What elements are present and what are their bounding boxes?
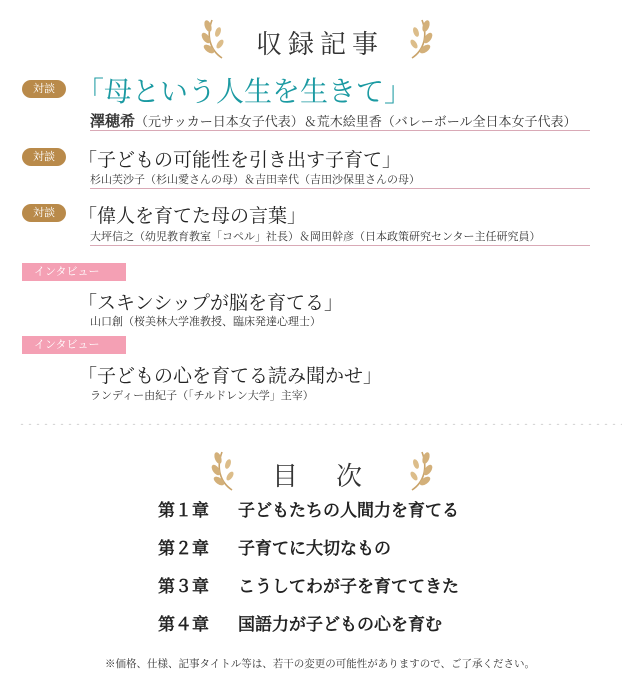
- divider-line: [90, 188, 590, 189]
- toc-chapter-number: 第３章: [158, 577, 209, 597]
- badge-taidan: 対談: [22, 80, 66, 98]
- article-subtitle: 大坪信之（幼児教育教室「コペル」社長）＆岡田幹彦（日本政策研究センター主任研究員）: [90, 230, 541, 243]
- article-title: 「母という人生を生きて」: [76, 75, 413, 108]
- toc-chapter-number: 第４章: [158, 615, 209, 635]
- article-title: 「スキンシップが脳を育てる」: [78, 292, 343, 314]
- badge-interview: インタビュー: [22, 263, 126, 281]
- article-title: 「子どもの心を育てる読み聞かせ」: [78, 365, 383, 387]
- toc-row: [158, 534, 391, 559]
- footnote: ※価格、仕様、記事タイトル等は、若干の変更の可能性がありますので、ご了承ください。: [104, 658, 536, 670]
- toc-row: [158, 572, 459, 597]
- toc-chapter-title: 子どもたちの人間力を育てる: [238, 501, 459, 521]
- toc-row: [158, 496, 459, 521]
- toc-chapter-title: こうしてわが子を育ててきた: [238, 577, 459, 597]
- laurel-right-icon: [406, 446, 434, 492]
- article-subtitle-rest: （元サッカー日本女子代表）＆荒木絵里香（バレーボール全日本女子代表）: [135, 115, 577, 130]
- article-subtitle: 山口創（桜美林大学准教授、臨床発達心理士）: [90, 315, 321, 328]
- toc-chapter-number: 第１章: [158, 501, 209, 521]
- badge-taidan: 対談: [22, 148, 66, 166]
- article-title: 「偉人を育てた母の言葉」: [78, 205, 307, 227]
- dotted-divider: [18, 423, 622, 425]
- section-heading-toc: 目 次: [271, 462, 368, 492]
- article-subtitle: ランディー由紀子（「チルドレン大学」主宰）: [90, 389, 314, 402]
- badge-interview: インタビュー: [22, 336, 126, 354]
- toc-chapter-number: 第２章: [158, 539, 209, 559]
- article-title: 「子どもの可能性を引き出す子育て」: [78, 149, 402, 171]
- article-subtitle: 杉山芙沙子（杉山愛さんの母）＆吉田幸代（吉田沙保里さんの母）: [90, 173, 420, 186]
- divider-line: [90, 245, 590, 246]
- article-subtitle: [90, 110, 577, 131]
- divider-line: [90, 130, 590, 131]
- section-heading-articles: 収録記事: [255, 30, 384, 60]
- toc-chapter-title: 国語力が子どもの心を育む: [238, 615, 442, 635]
- article-subtitle-main: 澤穂希: [90, 112, 136, 130]
- toc-chapter-title: 子育てに大切なもの: [238, 539, 391, 559]
- toc-row: [158, 610, 442, 635]
- laurel-right-icon: [406, 14, 434, 60]
- badge-taidan: 対談: [22, 204, 66, 222]
